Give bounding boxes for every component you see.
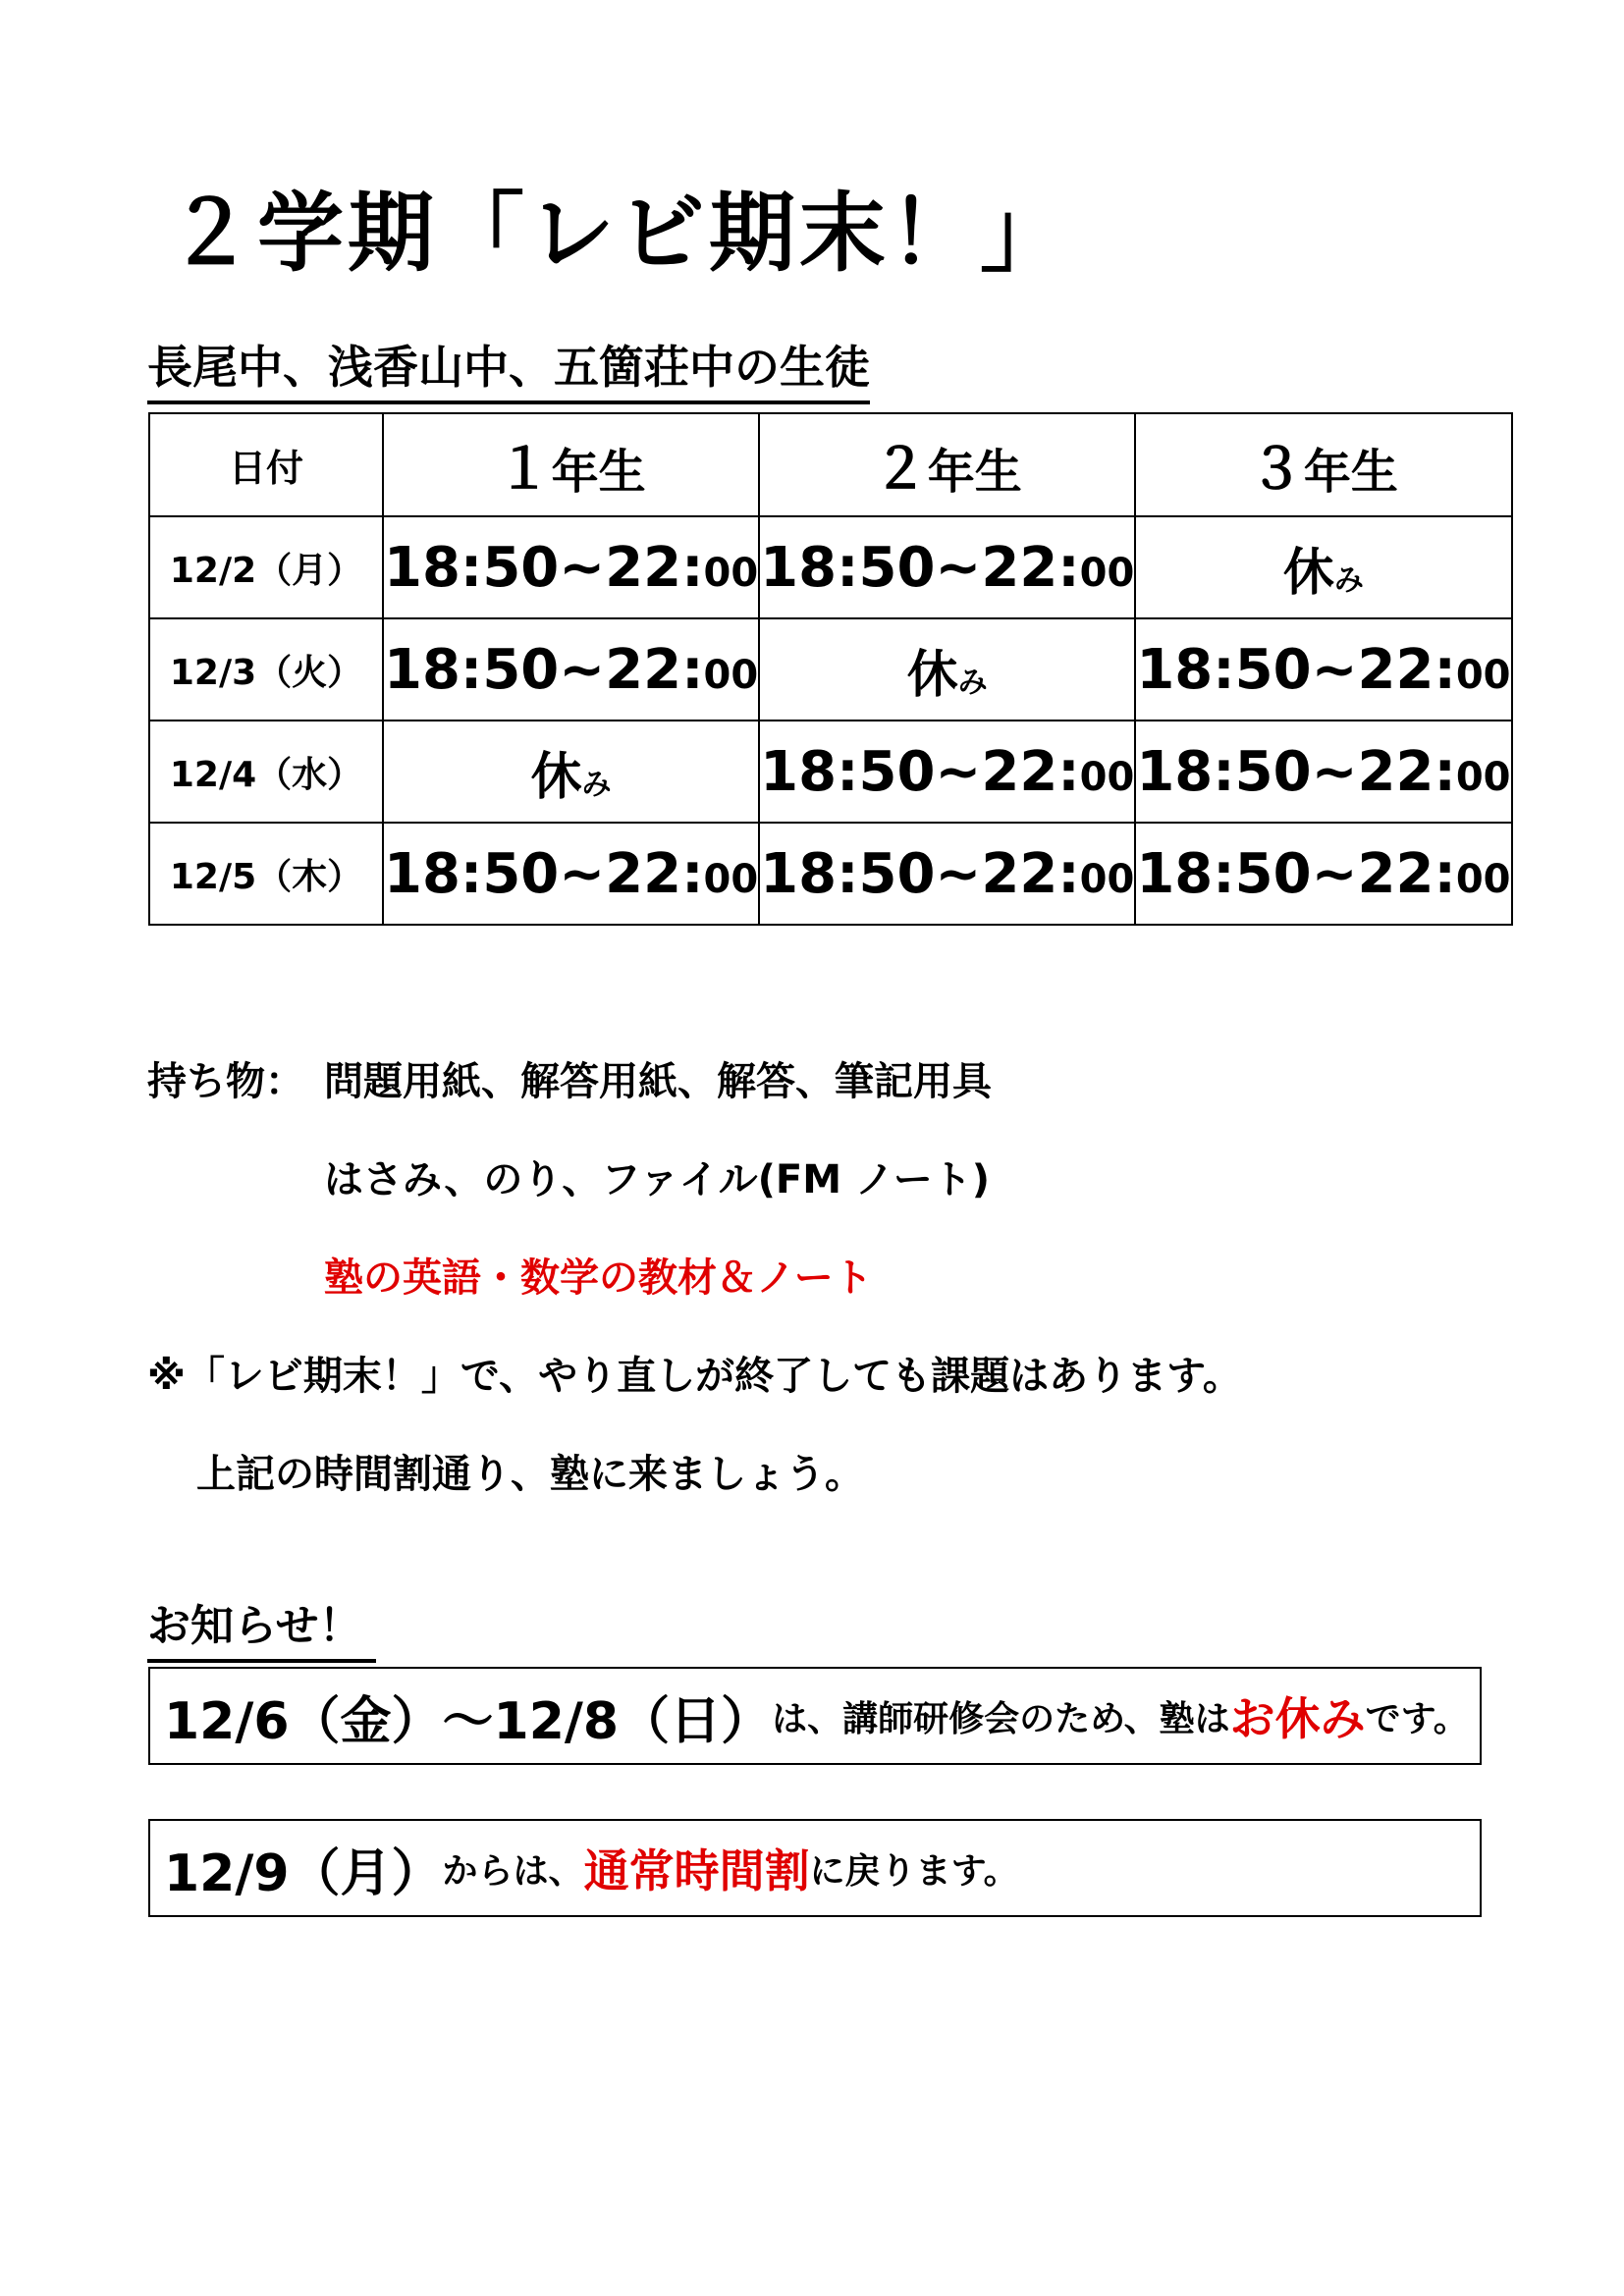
notice-box-closure xyxy=(148,1667,1482,1765)
time-tail: 00 xyxy=(1079,754,1135,800)
table-row xyxy=(149,721,1512,823)
cell-time xyxy=(1135,823,1511,925)
notice-heading: お知らせ！ xyxy=(147,1590,376,1663)
time-main: 18:50~22: xyxy=(760,841,1080,906)
closure-highlight: お休み xyxy=(1229,1692,1366,1745)
time-main: 18:50~22: xyxy=(1136,841,1456,906)
table-header-row xyxy=(149,413,1512,516)
rest-tail: み xyxy=(1333,562,1364,598)
time-tail: 00 xyxy=(1079,856,1135,902)
belongings-line-2: はさみ、のり、ファイル(FM ノート) xyxy=(324,1157,991,1202)
row-date: 12/4（水） xyxy=(149,721,383,823)
time-main: 18:50~22: xyxy=(384,637,704,702)
rest-main: 休 xyxy=(1282,543,1334,603)
cell-rest xyxy=(1135,516,1511,618)
header-grade-2 xyxy=(759,413,1135,516)
schedule-table xyxy=(148,412,1513,926)
rest-tail: み xyxy=(581,767,612,802)
grade-label: 年生 xyxy=(1303,444,1398,500)
time-main: 18:50~22: xyxy=(1136,637,1456,702)
time-main: 18:50~22: xyxy=(384,535,704,600)
cell-time xyxy=(1135,721,1511,823)
cell-time xyxy=(759,721,1135,823)
time-main: 18:50~22: xyxy=(760,535,1080,600)
closure-dates: 12/6（金）～12/8（日） xyxy=(164,1691,773,1751)
belongings-label: 持ち物： xyxy=(147,1059,304,1104)
time-tail: 00 xyxy=(703,550,759,596)
rest-main: 休 xyxy=(906,645,958,705)
belongings-line-1: 問題用紙、解答用紙、解答、筆記用具 xyxy=(324,1059,992,1104)
time-main: 18:50~22: xyxy=(1136,739,1456,804)
cell-rest xyxy=(759,618,1135,721)
resume-highlight: 通常時間割 xyxy=(583,1844,810,1897)
resume-text-a: からは、 xyxy=(442,1850,584,1892)
row-date: 12/2（月） xyxy=(149,516,383,618)
closure-text-a: は、講師研修会のため、塾は xyxy=(772,1698,1230,1739)
time-tail: 00 xyxy=(1455,652,1511,698)
row-date: 12/3（火） xyxy=(149,618,383,721)
time-tail: 00 xyxy=(703,652,759,698)
page-title: ２学期「レビ期末！」 xyxy=(167,183,1071,284)
time-main: 18:50~22: xyxy=(384,841,704,906)
resume-date: 12/9（月） xyxy=(164,1843,443,1903)
time-tail: 00 xyxy=(1455,856,1511,902)
grade-label: 年生 xyxy=(927,444,1022,500)
grade-number: ２ xyxy=(872,437,928,502)
time-tail: 00 xyxy=(703,856,759,902)
grade-number: ３ xyxy=(1248,437,1304,502)
time-tail: 00 xyxy=(1079,550,1135,596)
cell-time xyxy=(759,516,1135,618)
note-line-1: ※「レビ期末！」で、やり直しが終了しても課題はあります。 xyxy=(147,1354,1242,1399)
note-line-2: 上記の時間割通り、塾に来ましょう。 xyxy=(196,1452,864,1497)
header-grade-3 xyxy=(1135,413,1511,516)
cell-time xyxy=(383,618,759,721)
table-row xyxy=(149,823,1512,925)
cell-rest xyxy=(383,721,759,823)
notice-box-resume xyxy=(148,1819,1482,1917)
cell-time xyxy=(759,823,1135,925)
grade-label: 年生 xyxy=(551,444,646,500)
cell-time xyxy=(383,823,759,925)
header-date: 日付 xyxy=(149,413,383,516)
closure-text-b: です。 xyxy=(1365,1698,1469,1739)
rest-tail: み xyxy=(957,665,988,700)
time-main: 18:50~22: xyxy=(760,739,1080,804)
time-tail: 00 xyxy=(1455,754,1511,800)
table-row xyxy=(149,516,1512,618)
cell-time xyxy=(1135,618,1511,721)
target-schools: 長尾中、浅香山中、五箇荘中の生徒 xyxy=(147,332,870,404)
table-row xyxy=(149,618,1512,721)
resume-text-b: に戻ります。 xyxy=(809,1850,1019,1892)
cell-time xyxy=(383,516,759,618)
belongings-line-3: 塾の英語・数学の教材＆ノート xyxy=(324,1255,873,1301)
header-grade-1 xyxy=(383,413,759,516)
rest-main: 休 xyxy=(530,747,582,807)
grade-number: １ xyxy=(496,437,552,502)
row-date: 12/5（木） xyxy=(149,823,383,925)
